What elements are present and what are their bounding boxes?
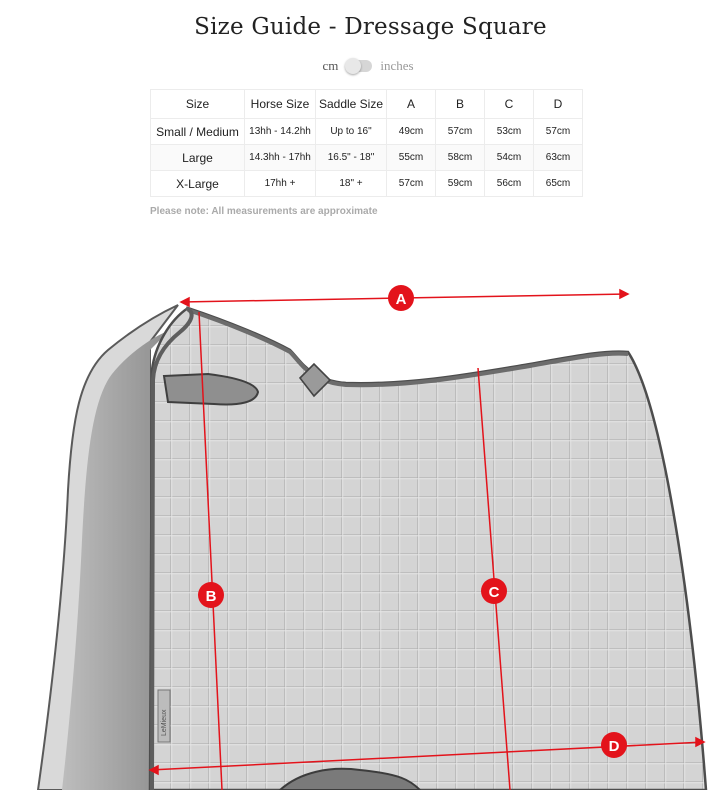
table-header-row — [151, 90, 583, 119]
marker-b-label: B — [205, 588, 217, 605]
header-size: Size — [151, 90, 245, 119]
marker-d-label: D — [608, 738, 620, 755]
cell-horse-size: 17hh + — [245, 171, 316, 197]
header-horse-size: Horse Size — [245, 90, 316, 119]
cell-c: 53cm — [485, 119, 534, 145]
table-row — [151, 171, 583, 197]
cell-a: 57cm — [387, 171, 436, 197]
cell-horse-size: 14.3hh - 17hh — [245, 145, 316, 171]
cell-c: 54cm — [485, 145, 534, 171]
cell-d: 57cm — [534, 119, 583, 145]
cell-d: 65cm — [534, 171, 583, 197]
cell-size: X-Large — [151, 171, 245, 197]
page-title: Size Guide - Dressage Square — [194, 14, 547, 40]
marker-c-label: C — [488, 584, 500, 601]
arrowhead-a-left — [181, 298, 189, 306]
marker-b — [198, 582, 224, 608]
unit-inches-label[interactable]: inches — [380, 58, 414, 73]
arrowhead-a-right — [620, 290, 628, 298]
unit-toggle — [0, 58, 711, 74]
cell-size: Large — [151, 145, 245, 171]
cell-d: 63cm — [534, 145, 583, 171]
saddle-pad-diagram — [0, 250, 711, 790]
marker-a — [388, 285, 414, 311]
unit-switch[interactable] — [346, 60, 372, 72]
table-row — [151, 145, 583, 171]
saddle-pad-illustration — [0, 250, 711, 790]
table-row — [151, 119, 583, 145]
marker-a-label: A — [395, 291, 407, 308]
header-d: D — [534, 90, 583, 119]
cell-saddle-size: 18" + — [316, 171, 387, 197]
cell-horse-size: 13hh - 14.2hh — [245, 119, 316, 145]
cell-c: 56cm — [485, 171, 534, 197]
brand-tag-text: LeMieux — [161, 709, 168, 736]
cell-size: Small / Medium — [151, 119, 245, 145]
unit-cm-label[interactable]: cm — [322, 58, 339, 73]
cell-b: 58cm — [436, 145, 485, 171]
cell-a: 49cm — [387, 119, 436, 145]
size-table — [150, 89, 583, 197]
cell-saddle-size: 16.5" - 18" — [316, 145, 387, 171]
marker-c — [481, 578, 507, 604]
cell-b: 59cm — [436, 171, 485, 197]
measurement-note: Please note: All measurements are approximate — [150, 206, 378, 217]
marker-d — [601, 732, 627, 758]
header-c: C — [485, 90, 534, 119]
header-saddle-size: Saddle Size — [316, 90, 387, 119]
cell-a: 55cm — [387, 145, 436, 171]
cell-b: 57cm — [436, 119, 485, 145]
header-b: B — [436, 90, 485, 119]
cell-saddle-size: Up to 16" — [316, 119, 387, 145]
header-a: A — [387, 90, 436, 119]
switch-knob — [345, 58, 361, 74]
